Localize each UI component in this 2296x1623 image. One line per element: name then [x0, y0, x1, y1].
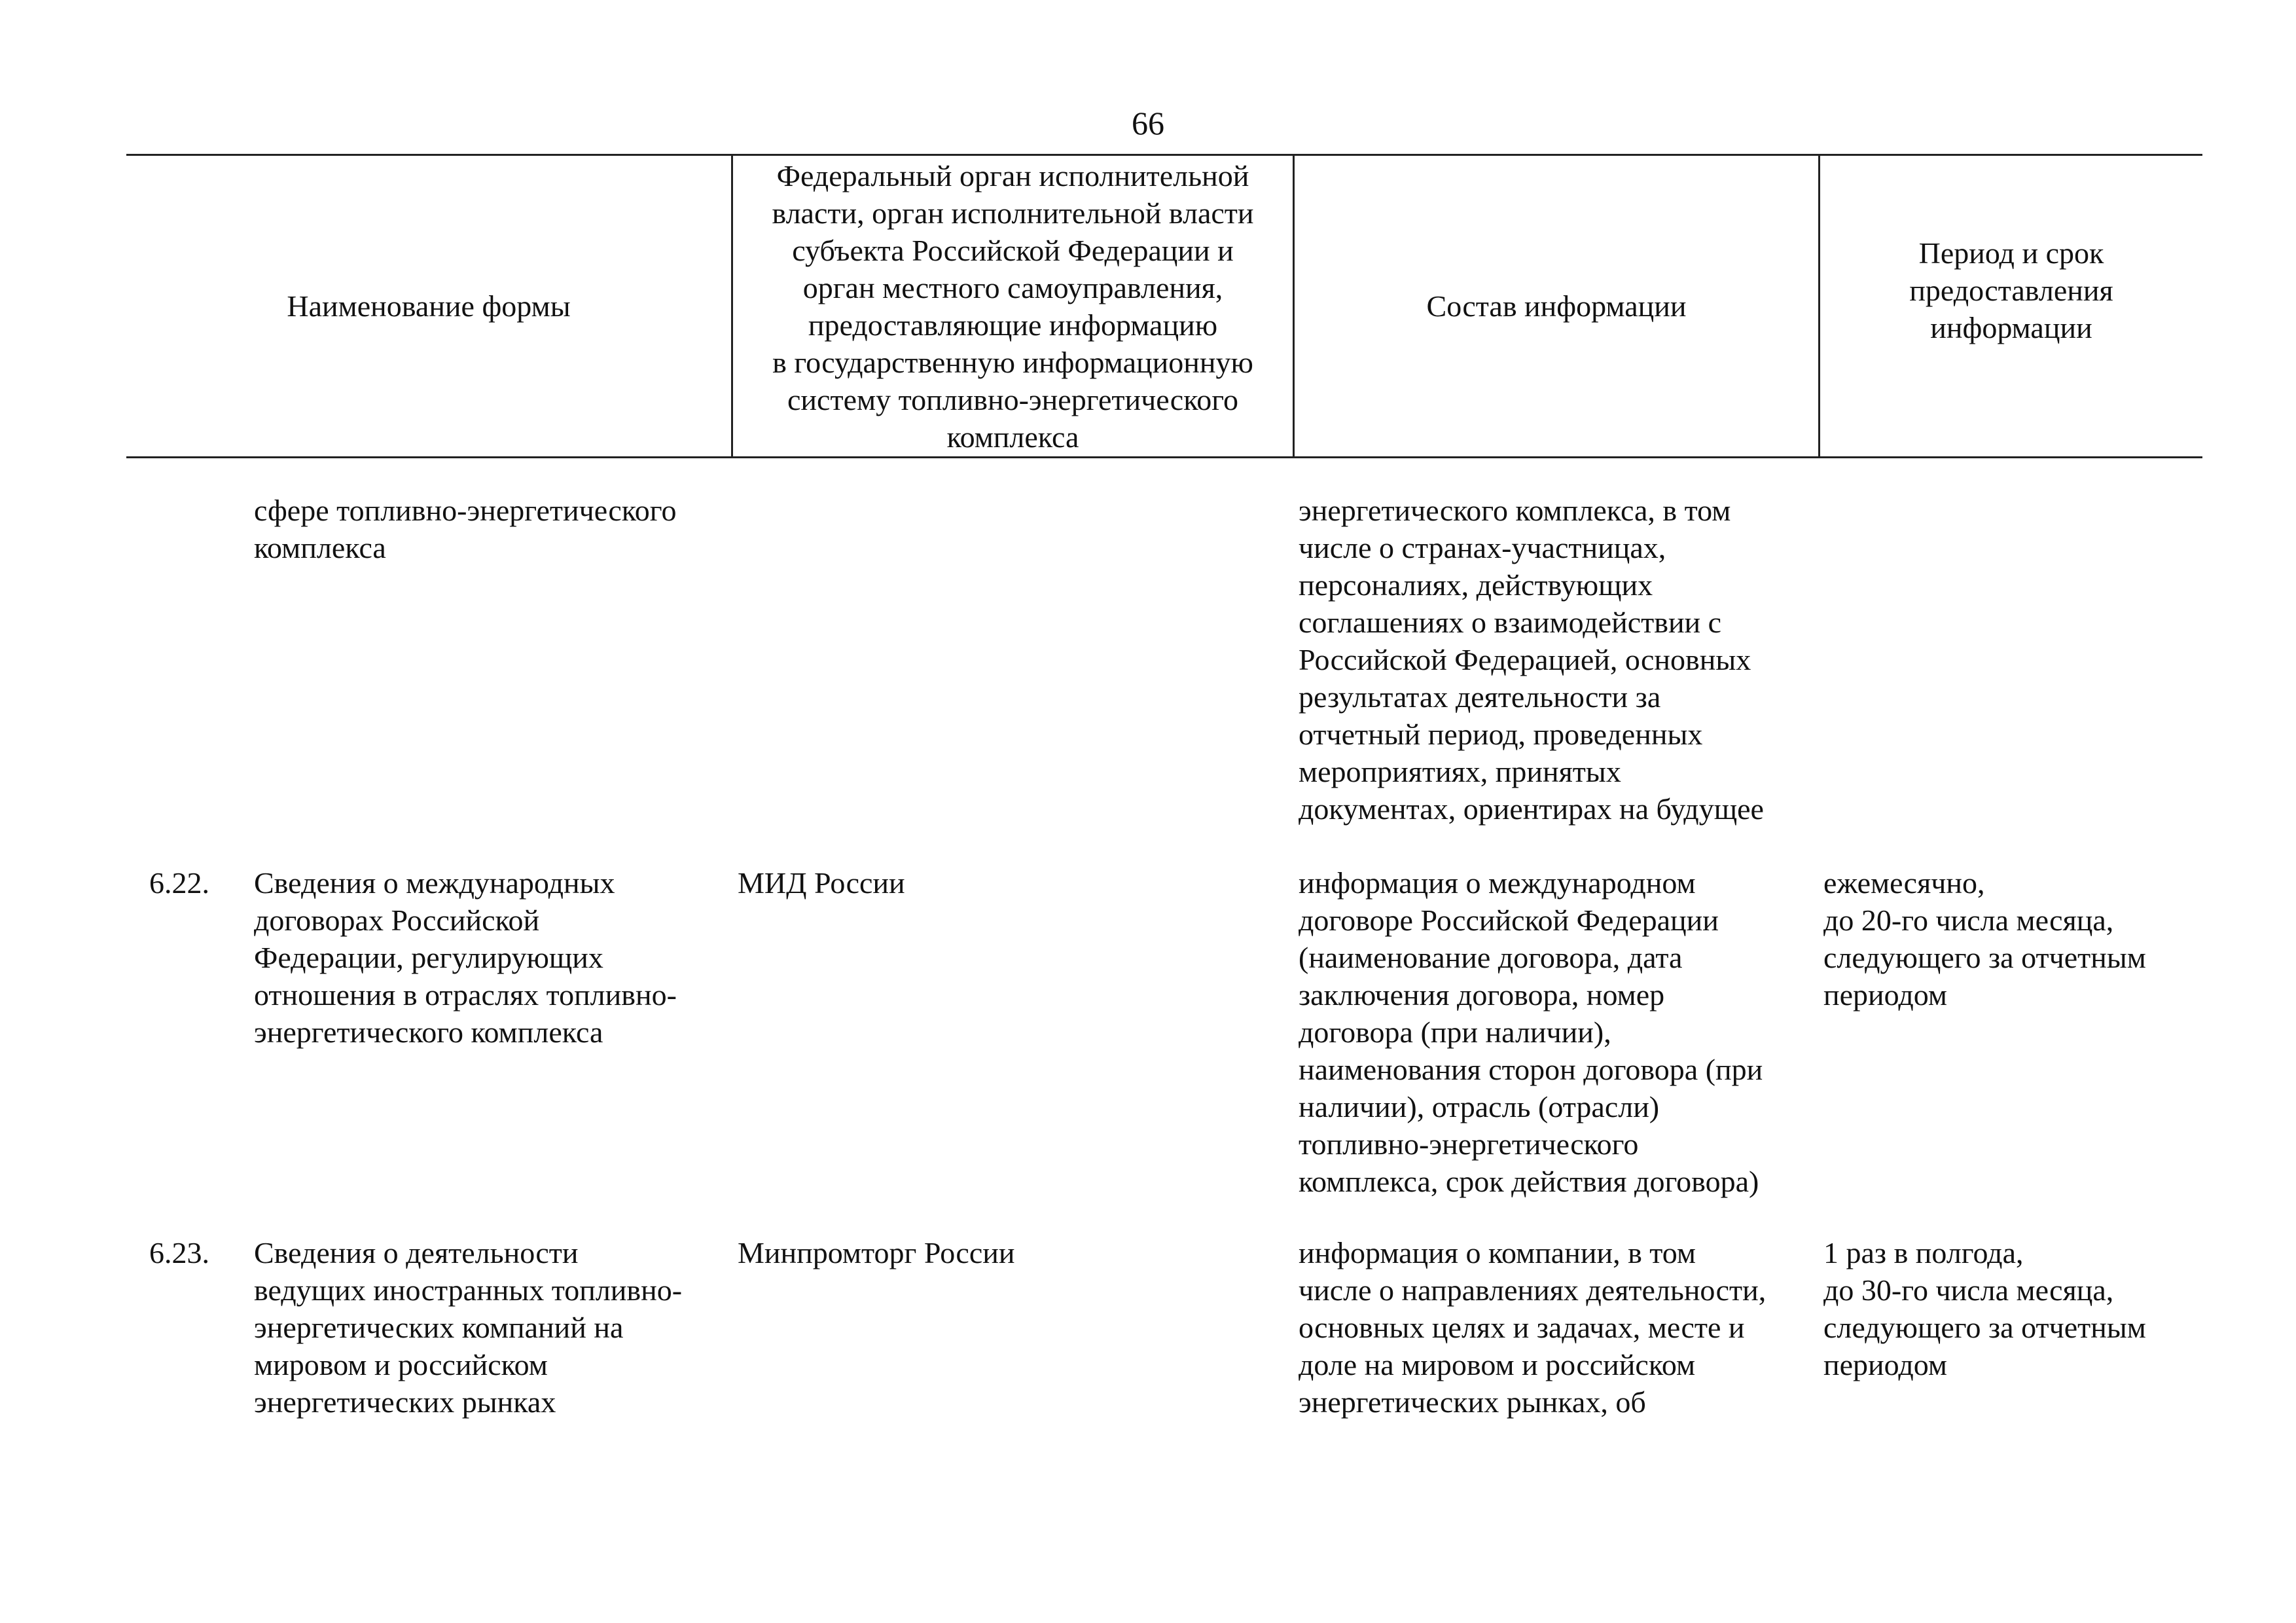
row-1-period: ежемесячно, до 20-го числа месяца, следующего за отчетным периодом	[1823, 866, 2146, 1012]
header-period-text: Период и срок предоставления информации	[1909, 236, 2113, 344]
row-2-authority: Минпромторг России	[738, 1236, 1015, 1269]
header-content	[1295, 156, 1818, 456]
header-content-text: Состав информации	[1426, 289, 1687, 323]
header-form-name-text: Наименование формы	[287, 289, 571, 323]
row-0-form-name: сфере топливно-энергетического комплекса	[254, 494, 677, 564]
header-authority-text: Федеральный орган исполнительной власти, орган исполнительной власти субъекта Российской Федерации и орган местного самоуправления, предоставляющие информацию в государственную информационную систему топливно-энергетического комплекса	[772, 158, 1254, 454]
header-period	[1820, 156, 2202, 424]
page-number: 66	[1132, 105, 1164, 141]
header-bottom-rule	[126, 456, 2202, 458]
row-2-number: 6.23.	[149, 1236, 209, 1269]
row-1-form-name: Сведения о международных договорах Российской Федерации, регулирующих отношения в отраслях топливно- энергетического комплекса	[254, 866, 677, 1049]
row-2-content: информация о компании, в том числе о направлениях деятельности, основных целях и задачах, месте и доле на мировом и российском энергетических рынках, об	[1299, 1236, 1767, 1419]
header-authority	[733, 156, 1293, 456]
row-1-authority: МИД России	[738, 866, 905, 900]
row-0-content: энергетического комплекса, в том числе о странах-участницах, персоналиях, действующих соглашениях о взаимодействии с Российской Федерацией, основных результатах деятельности за отчетный период, проведенных мероприятиях, принятых документах, ориентирах на будущее	[1299, 494, 1764, 826]
row-2-form-name: Сведения о деятельности ведущих иностранных топливно- энергетических компаний на мировом и российском энергетических рынках	[254, 1236, 683, 1419]
row-1-content: информация о международном договоре Российской Федерации (наименование договора, дата заключения договора, номер договора (при наличии), наименования сторон договора (при наличии), отрасль (отрасли) топливно-энергетического комплекса, срок действия договора)	[1299, 866, 1763, 1198]
header-form-name	[126, 156, 731, 456]
row-1-number: 6.22.	[149, 866, 209, 900]
row-2-period: 1 раз в полгода, до 30-го числа месяца, следующего за отчетным периодом	[1823, 1236, 2146, 1381]
